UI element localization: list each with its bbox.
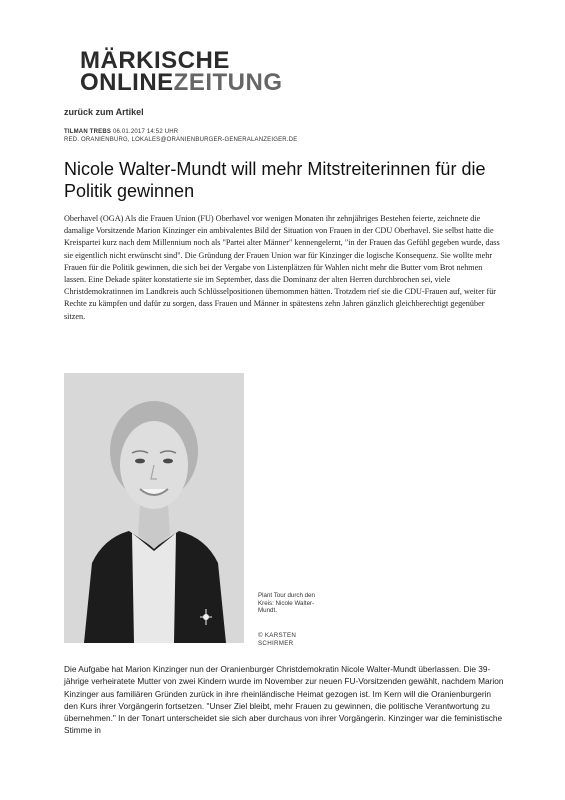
article-headline: Nicole Walter-Mundt will mehr Mitstreiterinnen für die Politik gewinnen [64, 159, 486, 201]
article-body-paragraph: Die Aufgabe hat Marion Kinzinger nun der Oranienburger Christdemokratin Nicole Walter-Mundt überlassen. Die 39-jährige verheiratete Mutter von zwei Kindern wurde im November zur neuen FU-Vorsitzenden gewählt, nachdem Marion Kinzinger aus familiären Gründen zurück in ihre rheinländische Heimat gezogen ist. Im Kern will die Oranienburgerin den Kurs ihrer Vorgängerin fortsetzen. "Unser Ziel bleibt, mehr Frauen zu gewinnen, die politische Verantwortung zu übernehmen." In der Tonart unterscheidet sie sich aber durchaus von ihrer Vorgängerin. Kinzinger war die feministische Stimme in [64, 664, 504, 736]
author-line [64, 128, 297, 136]
article-meta [64, 128, 297, 144]
article-intro-paragraph: Oberhavel (OGA) Als die Frauen Union (FU) Oberhavel vor wenigen Monaten ihr zehnjähriges Bestehen feierte, zeichnete die damalige Vorsitzende Marion Kinzinger ein ambivalentes Bild der Situation von Frauen in der CDU Oberhavel. Sie selbst hatte die Kreispartei kurz nach dem Millennium noch als "Partei alter Männer" kennengelernt, "in der Frauen das Gefühl gegeben wurde, dass sie eigentlich nicht erwünscht sind". Die Gründung der Frauen Union war für Kinzinger die logische Konsequenz. Sie wollte mehr Frauen für die Politik gewinnen, die sich bei der Vergabe von Listenplätzen für Wahlen nicht mehr die Butter vom Brot nehmen lassen. Eine Dekade später konstatierte sie im September, dass die Dominanz der alten Herren durchbrochen sei, viele Christdemokratinnen im Landkreis auch Schlüsselpositionen übernommen hätten. Trotzdem rief sie die CDU-Frauen auf, weiter für Rechte zu kämpfen und dafür zu sorgen, dass Frauen und Männer in spätestens zehn Jahren gänzlich gleichberechtigt gegenüber sitzen. [64, 214, 500, 321]
photo-caption: Plant Tour durch den Kreis: Nicole Walter-Mundt. [258, 592, 315, 615]
publish-date: 06.01.2017 14:52 UHR [112, 129, 179, 135]
portrait-image [64, 373, 244, 643]
photo-credit: © KARSTEN SCHIRMER [258, 632, 297, 647]
author-name: TILMAN TREBS [64, 129, 112, 135]
back-to-article-link[interactable]: zurück zum Artikel [64, 107, 144, 117]
logo-text-zeitung: ZEITUNG [173, 69, 283, 96]
logo-text-online: ONLINE [80, 69, 174, 96]
logo-text-maerkische: MÄRKISCHE [80, 47, 230, 74]
logo-line-2 [80, 69, 283, 96]
logo [80, 47, 283, 96]
article-photo [64, 373, 244, 643]
section-line: RED. ORANIENBURG, LOKALES@ORANIENBURGER-GENERALANZEIGER.DE [64, 137, 298, 143]
